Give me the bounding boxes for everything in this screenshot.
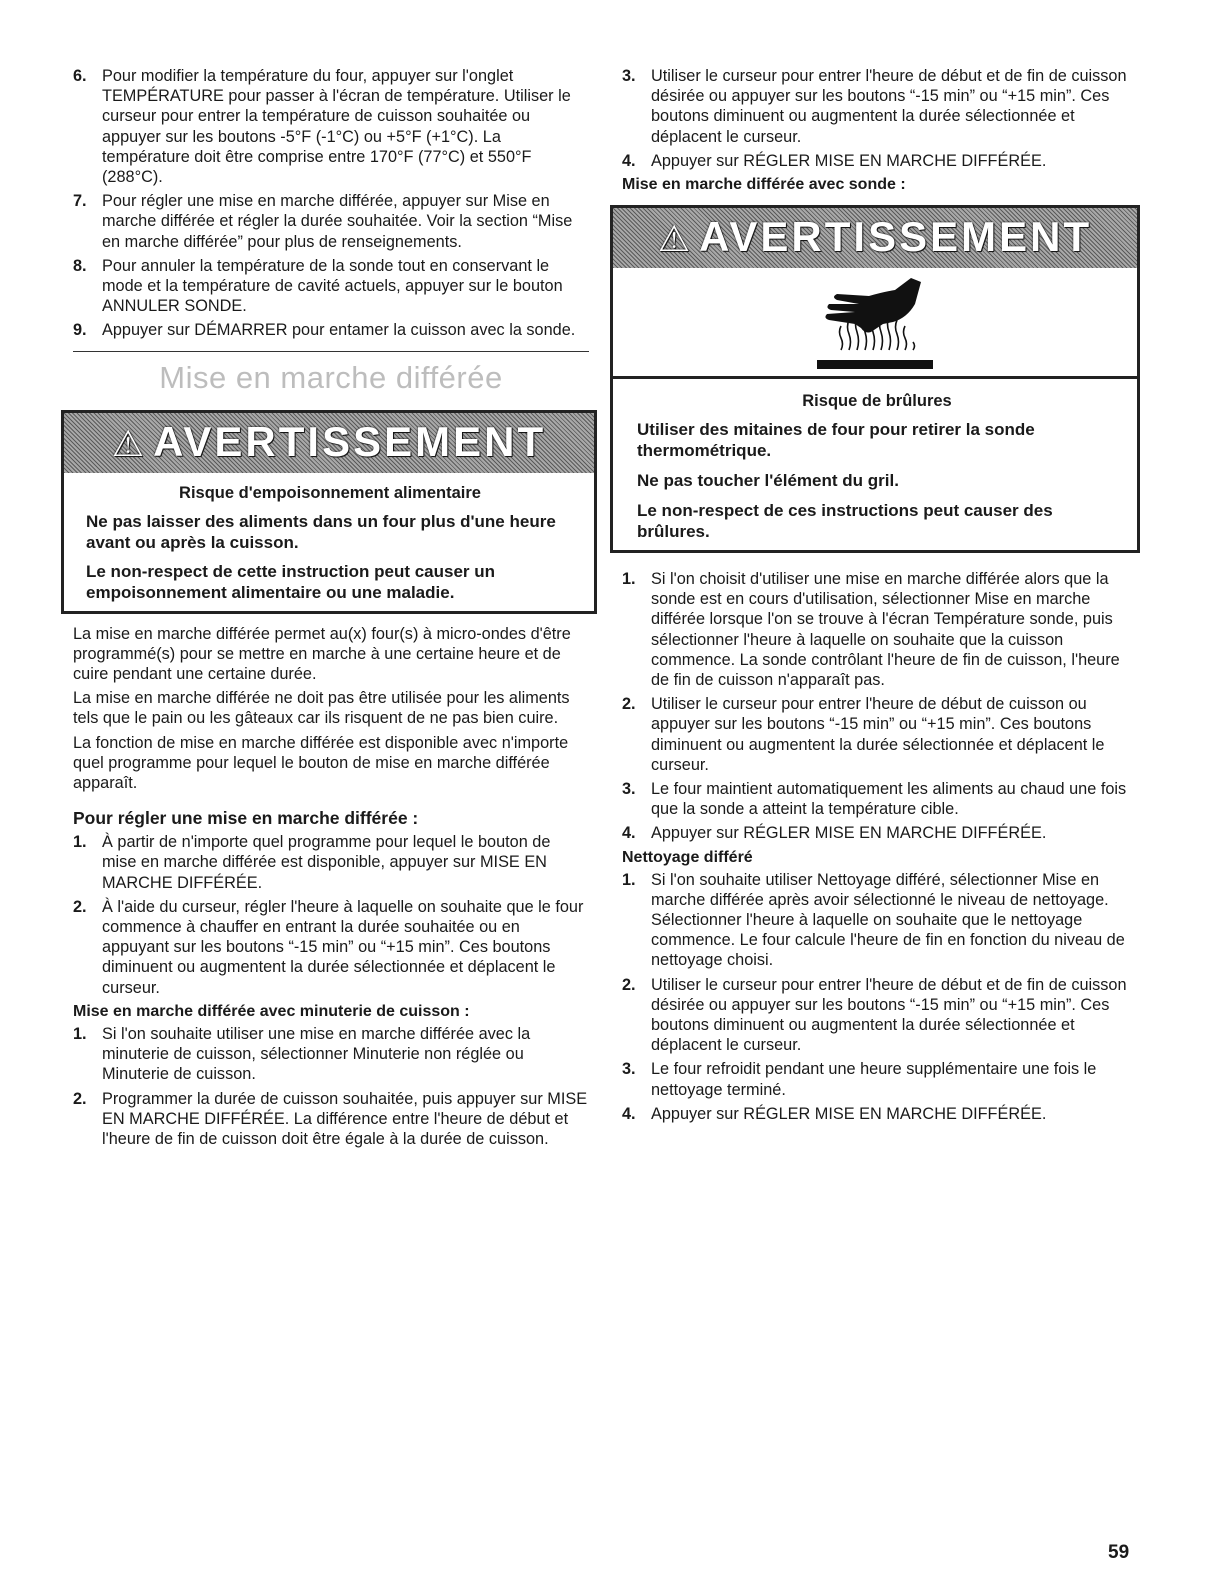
- set-delay-steps: [73, 832, 589, 998]
- section-title: Mise en marche différée: [159, 359, 503, 395]
- clean-heading: Nettoyage différé: [622, 848, 753, 866]
- list-item: 2. Programmer la durée de cuisson souhaitée, puis appuyer sur MISE EN MARCHE DIFFÉRÉE. La différence entre l'heure de début et l'heure de fin de cuisson doit être égale à la durée de cuisson.: [73, 1089, 588, 1148]
- list-item: 1. À partir de n'importe quel programme pour lequel le bouton de mise en marche différée est disponible, appuyer sur MISE EN MARCHE DIFFÉRÉE.: [73, 833, 551, 892]
- list-item: 3. Utiliser le curseur pour entrer l'heure de début et de fin de cuisson désirée ou appuyer sur les boutons “-15 min” ou “+15 min”. Ces boutons diminuent ou augmentent la durée sélectionnée et déplacent le curseur.: [622, 67, 1127, 146]
- subsection-title: Pour régler une mise en marche différée :: [73, 808, 419, 829]
- paragraph: La mise en marche différée ne doit pas être utilisée pour les aliments tels que le pain ou les gâteaux car ils risquent de ne pas bien cuire.: [73, 689, 570, 728]
- list-item: 1. Si l'on souhaite utiliser Nettoyage différé, sélectionner Mise en marche différée après avoir sélectionné le niveau de nettoyage. Sélectionner l'heure à laquelle on souhaite que le nettoyage commence. Le four calcule l'heure de fin en fonction du niveau de nettoyage choisi.: [622, 870, 1125, 970]
- warning-line: Ne pas toucher l'élément du gril.: [637, 471, 899, 491]
- page-number: 59: [1108, 1542, 1130, 1563]
- burn-warning: [610, 205, 1140, 553]
- warning-line: Le non-respect de ces instructions peut causer des brûlures.: [637, 501, 1053, 542]
- list-item: 4. Appuyer sur RÉGLER MISE EN MARCHE DIFFÉRÉE.: [622, 824, 1047, 843]
- list-item: 4. Appuyer sur RÉGLER MISE EN MARCHE DIFFÉRÉE.: [622, 1104, 1047, 1123]
- list-item: 1. Si l'on souhaite utiliser une mise en marche différée avec la minuterie de cuisson, sélectionner Minuterie non réglée ou Minuterie de cuisson.: [73, 1024, 531, 1084]
- list-item: 2. Utiliser le curseur pour entrer l'heure de début de cuisson ou appuyer sur les boutons “-15 min” ou “+15 min”. Ces boutons diminuent ou augmentent la durée sélectionnée et déplacent le curseur.: [622, 695, 1105, 774]
- list-item: 7. Pour régler une mise en marche différée, appuyer sur Mise en marche différée et régler la durée souhaitée. Voir la section “Mise en marche différée” pour plus de renseignements.: [73, 192, 573, 251]
- probe-heading: Mise en marche différée avec sonde :: [622, 176, 906, 194]
- warning-line: Le non-respect de cette instruction peut causer un empoisonnement alimentaire ou une maladie.: [86, 561, 496, 602]
- list-item: 4. Appuyer sur RÉGLER MISE EN MARCHE DIFFÉRÉE.: [622, 151, 1047, 170]
- clean-steps: [622, 870, 1142, 1124]
- list-item: 3. Le four refroidit pendant une heure supplémentaire une fois le nettoyage terminé.: [622, 1060, 1097, 1099]
- paragraph: La fonction de mise en marche différée est disponible avec n'importe quel programme pour lequel le bouton de mise en marche différée apparaît.: [73, 733, 569, 793]
- intro-steps: [73, 66, 589, 341]
- warning-header: ⚠ AVERTISSEMENT: [613, 208, 1137, 268]
- timer-heading: Mise en marche différée avec minuterie de cuisson :: [73, 1002, 470, 1020]
- list-item: 9. Appuyer sur DÉMARRER pour entamer la cuisson avec la sonde.: [73, 321, 576, 340]
- list-item: 2. À l'aide du curseur, régler l'heure à laquelle on souhaite que le four commence à chauffer en entrant la durée souhaitée ou en appuyant sur les boutons “-15 min” ou “+15 min”. Ces boutons diminuent ou augmentent la durée sélectionnée et déplacent le curseur.: [73, 897, 584, 997]
- left-column: [73, 66, 589, 1153]
- warning-body: [64, 473, 594, 611]
- top-steps: [622, 66, 1142, 171]
- warning-header: ⚠ AVERTISSEMENT: [64, 413, 594, 473]
- hazard-title: Risque d'empoisonnement alimentaire: [179, 483, 481, 502]
- list-item: 8. Pour annuler la température de la sonde tout en conservant le mode et la température de cavité actuels, appuyer sur le bouton ANNULER SONDE.: [73, 256, 563, 316]
- list-item: 1. Si l'on choisit d'utiliser une mise en marche différée alors que la sonde est en cours d'utilisation, sélectionner Mise en marche différée lorsque l'on se trouve à l'écran Température sonde, puis sélectionner l'heure à laquelle on souhaite que la cuisson commence. La sonde contrôlant l'heure de fin de cuisson, l'heure de fin de cuisson n'apparaît pas.: [622, 570, 1120, 690]
- hand-heat-burn-icon: [613, 268, 1137, 379]
- timer-steps: [73, 1024, 589, 1149]
- section-divider: [73, 351, 589, 352]
- list-item: 3. Le four maintient automatiquement les aliments au chaud une fois que la sonde a atteint la température cible.: [622, 780, 1127, 819]
- warning-line: Ne pas laisser des aliments dans un four plus d'une heure avant ou après la cuisson.: [86, 511, 556, 552]
- warning-triangle-icon: ⚠: [657, 218, 694, 260]
- right-column: [622, 66, 1142, 1128]
- warning-line: Utiliser des mitaines de four pour retirer la sonde thermométrique.: [637, 420, 1035, 461]
- list-item: 6. Pour modifier la température du four, appuyer sur l'onglet TEMPÉRATURE pour passer à l'écran de température. Utiliser le curseur pour entrer la température de cuisson souhaitée ou appuyer sur les boutons -5°F (-1°C) ou +5°F (+1°C). La température doit être comprise entre 170°F (77°C) et 550°F (288°C).: [73, 67, 571, 187]
- probe-steps: [622, 569, 1142, 844]
- warning-triangle-icon: ⚠: [111, 422, 148, 464]
- paragraph: La mise en marche différée permet au(x) four(s) à micro-ondes d'être programmé(s) pour se mettre en marche à une certaine heure et de cuire pendant une certaine durée.: [73, 624, 571, 684]
- warning-body: [613, 379, 1137, 550]
- food-poisoning-warning: [61, 410, 597, 614]
- list-item: 2. Utiliser le curseur pour entrer l'heure de début et de fin de cuisson désirée ou appuyer sur les boutons “-15 min” ou “+15 min”. Ces boutons diminuent ou augmentent la durée sélectionnée et déplacent le curseur.: [622, 975, 1127, 1055]
- hazard-title: Risque de brûlures: [802, 392, 952, 411]
